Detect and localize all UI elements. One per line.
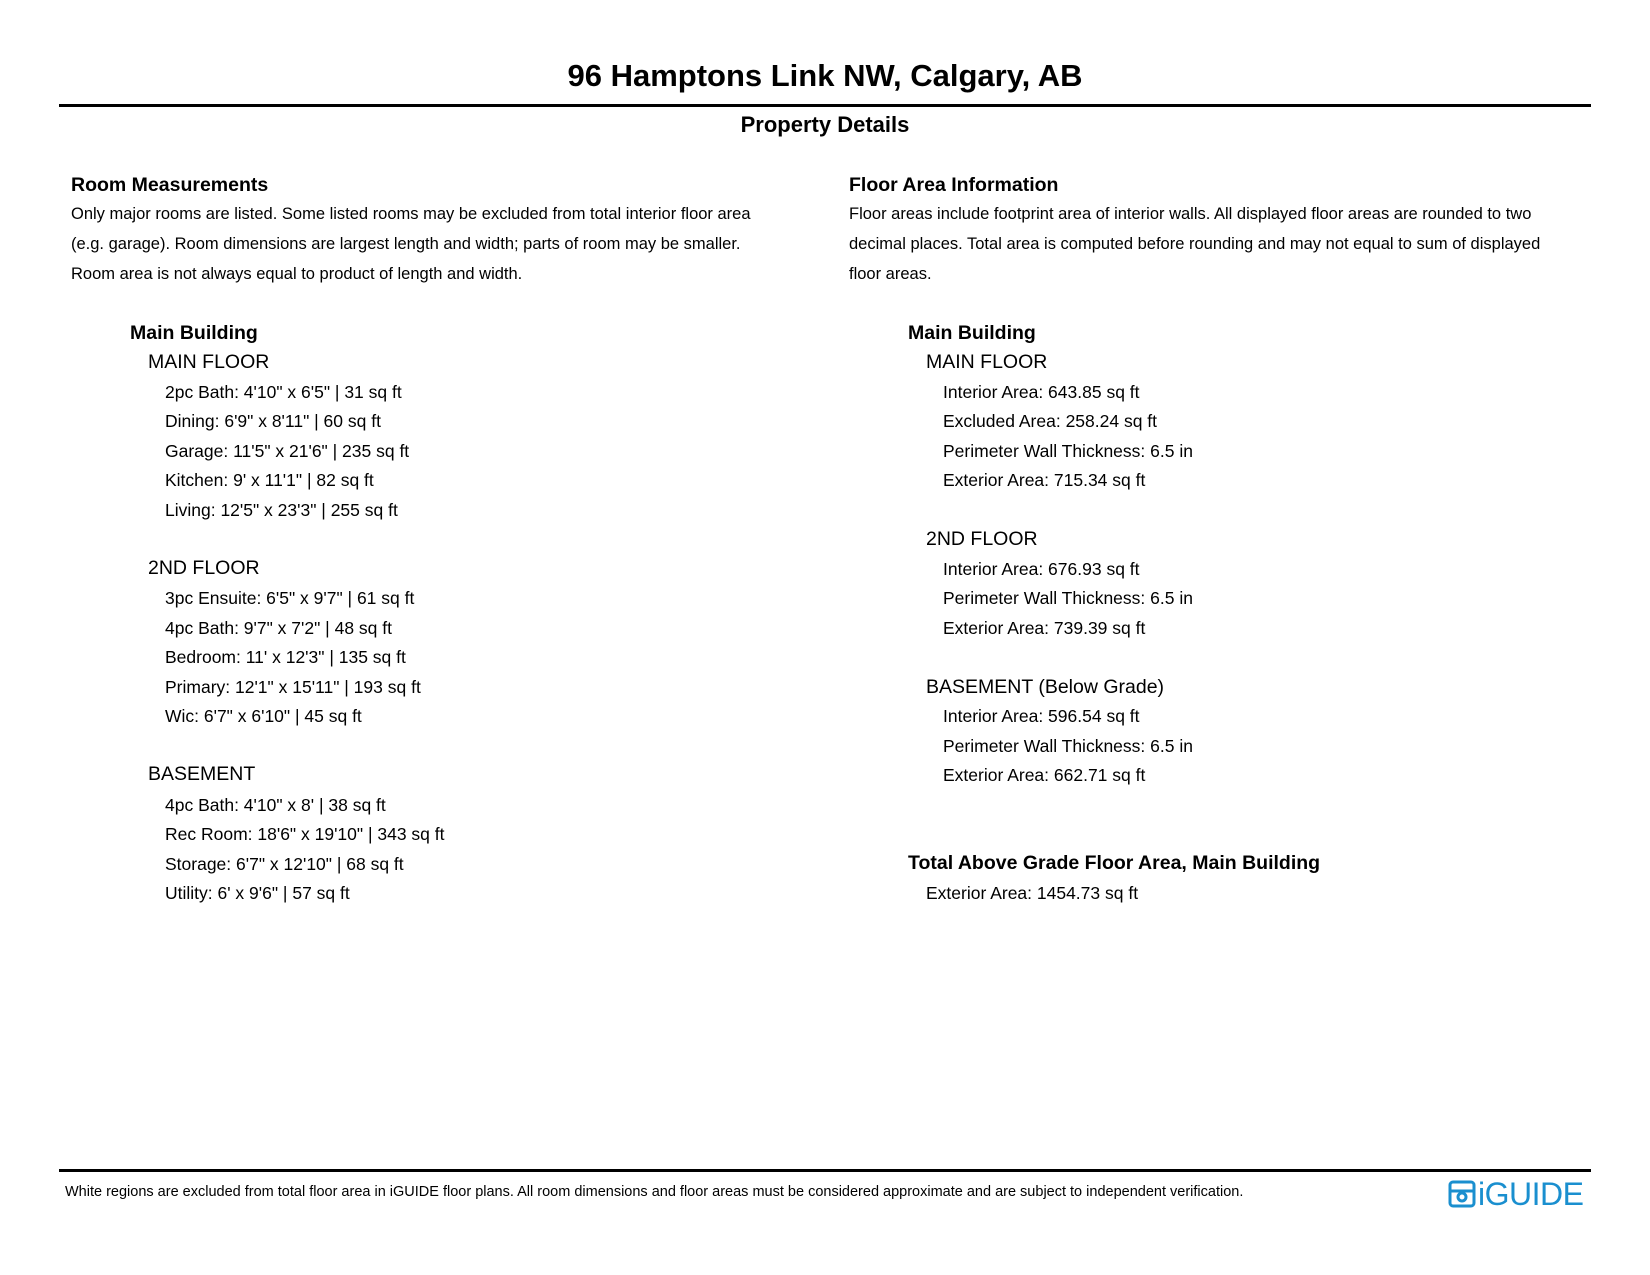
room-item: Wic: 6'7" x 6'10" | 45 sq ft xyxy=(165,706,362,726)
area-item: Exterior Area: 739.39 sq ft xyxy=(943,618,1146,638)
area-floor-2nd: 2ND FLOOR xyxy=(926,528,1038,550)
area-floor-basement: BASEMENT (Below Grade) xyxy=(926,676,1165,698)
description-line: floor areas. xyxy=(849,265,932,283)
header-divider xyxy=(59,104,1591,107)
total-area-heading: Total Above Grade Floor Area, Main Building xyxy=(908,852,1321,874)
room-item: Bedroom: 11' x 12'3" | 135 sq ft xyxy=(165,647,406,667)
description-line: Only major rooms are listed. Some listed rooms may be excluded from total interior floor area xyxy=(71,205,751,223)
area-item: Exterior Area: 662.71 sq ft xyxy=(943,765,1146,785)
floor-area-description xyxy=(849,199,1540,289)
area-item: Excluded Area: 258.24 sq ft xyxy=(943,411,1158,431)
area-item: Perimeter Wall Thickness: 6.5 in xyxy=(943,588,1193,608)
room-item: Kitchen: 9' x 11'1" | 82 sq ft xyxy=(165,470,374,490)
room-item: Primary: 12'1" x 15'11" | 193 sq ft xyxy=(165,677,421,697)
room-item: Living: 12'5" x 23'3" | 255 sq ft xyxy=(165,500,398,520)
area-item: Exterior Area: 715.34 sq ft xyxy=(943,470,1146,490)
description-line: decimal places. Total area is computed before rounding and may not equal to sum of displayed xyxy=(849,235,1541,253)
area-floor-main: MAIN FLOOR xyxy=(926,351,1048,373)
footer-disclaimer: White regions are excluded from total floor area in iGUIDE floor plans. All room dimensions and floor areas must be considered approximate and are subject to independent verification. xyxy=(65,1184,1244,1200)
page-title: 96 Hamptons Link NW, Calgary, AB xyxy=(567,58,1083,93)
room-item: Utility: 6' x 9'6" | 57 sq ft xyxy=(165,883,350,903)
room-building-heading: Main Building xyxy=(130,322,258,344)
iguide-logo xyxy=(1448,1178,1583,1210)
room-measurements-description xyxy=(71,199,751,289)
room-item: 4pc Bath: 9'7" x 7'2" | 48 sq ft xyxy=(165,618,392,638)
floor-area-heading: Floor Area Information xyxy=(849,174,1059,196)
room-item: 4pc Bath: 4'10" x 8' | 38 sq ft xyxy=(165,795,386,815)
description-line: Room area is not always equal to product of length and width. xyxy=(71,265,523,283)
logo-text: iGUIDE xyxy=(1478,1176,1584,1212)
room-item: Storage: 6'7" x 12'10" | 68 sq ft xyxy=(165,854,404,874)
area-item: Perimeter Wall Thickness: 6.5 in xyxy=(943,736,1193,756)
area-building-heading: Main Building xyxy=(908,322,1036,344)
room-measurements-heading: Room Measurements xyxy=(71,174,269,196)
area-item: Interior Area: 596.54 sq ft xyxy=(943,706,1140,726)
room-item: 3pc Ensuite: 6'5" x 9'7" | 61 sq ft xyxy=(165,588,415,608)
room-floor-basement: BASEMENT xyxy=(148,763,256,785)
room-item: Dining: 6'9" x 8'11" | 60 sq ft xyxy=(165,411,381,431)
room-floor-2nd: 2ND FLOOR xyxy=(148,557,260,579)
room-item: Rec Room: 18'6" x 19'10" | 343 sq ft xyxy=(165,824,445,844)
total-area-value: Exterior Area: 1454.73 sq ft xyxy=(926,883,1139,903)
area-item: Perimeter Wall Thickness: 6.5 in xyxy=(943,441,1193,461)
description-line: Floor areas include footprint area of interior walls. All displayed floor areas are rounded to two xyxy=(849,205,1532,223)
description-line: (e.g. garage). Room dimensions are largest length and width; parts of room may be smaller. xyxy=(71,235,741,253)
area-item: Interior Area: 676.93 sq ft xyxy=(943,559,1140,579)
footer-divider xyxy=(59,1169,1591,1172)
room-item: Garage: 11'5" x 21'6" | 235 sq ft xyxy=(165,441,410,461)
area-item: Interior Area: 643.85 sq ft xyxy=(943,382,1140,402)
room-floor-main: MAIN FLOOR xyxy=(148,351,270,373)
room-item: 2pc Bath: 4'10" x 6'5" | 31 sq ft xyxy=(165,382,402,402)
page-subtitle: Property Details xyxy=(740,112,910,137)
camera-box-icon xyxy=(1448,1180,1476,1208)
